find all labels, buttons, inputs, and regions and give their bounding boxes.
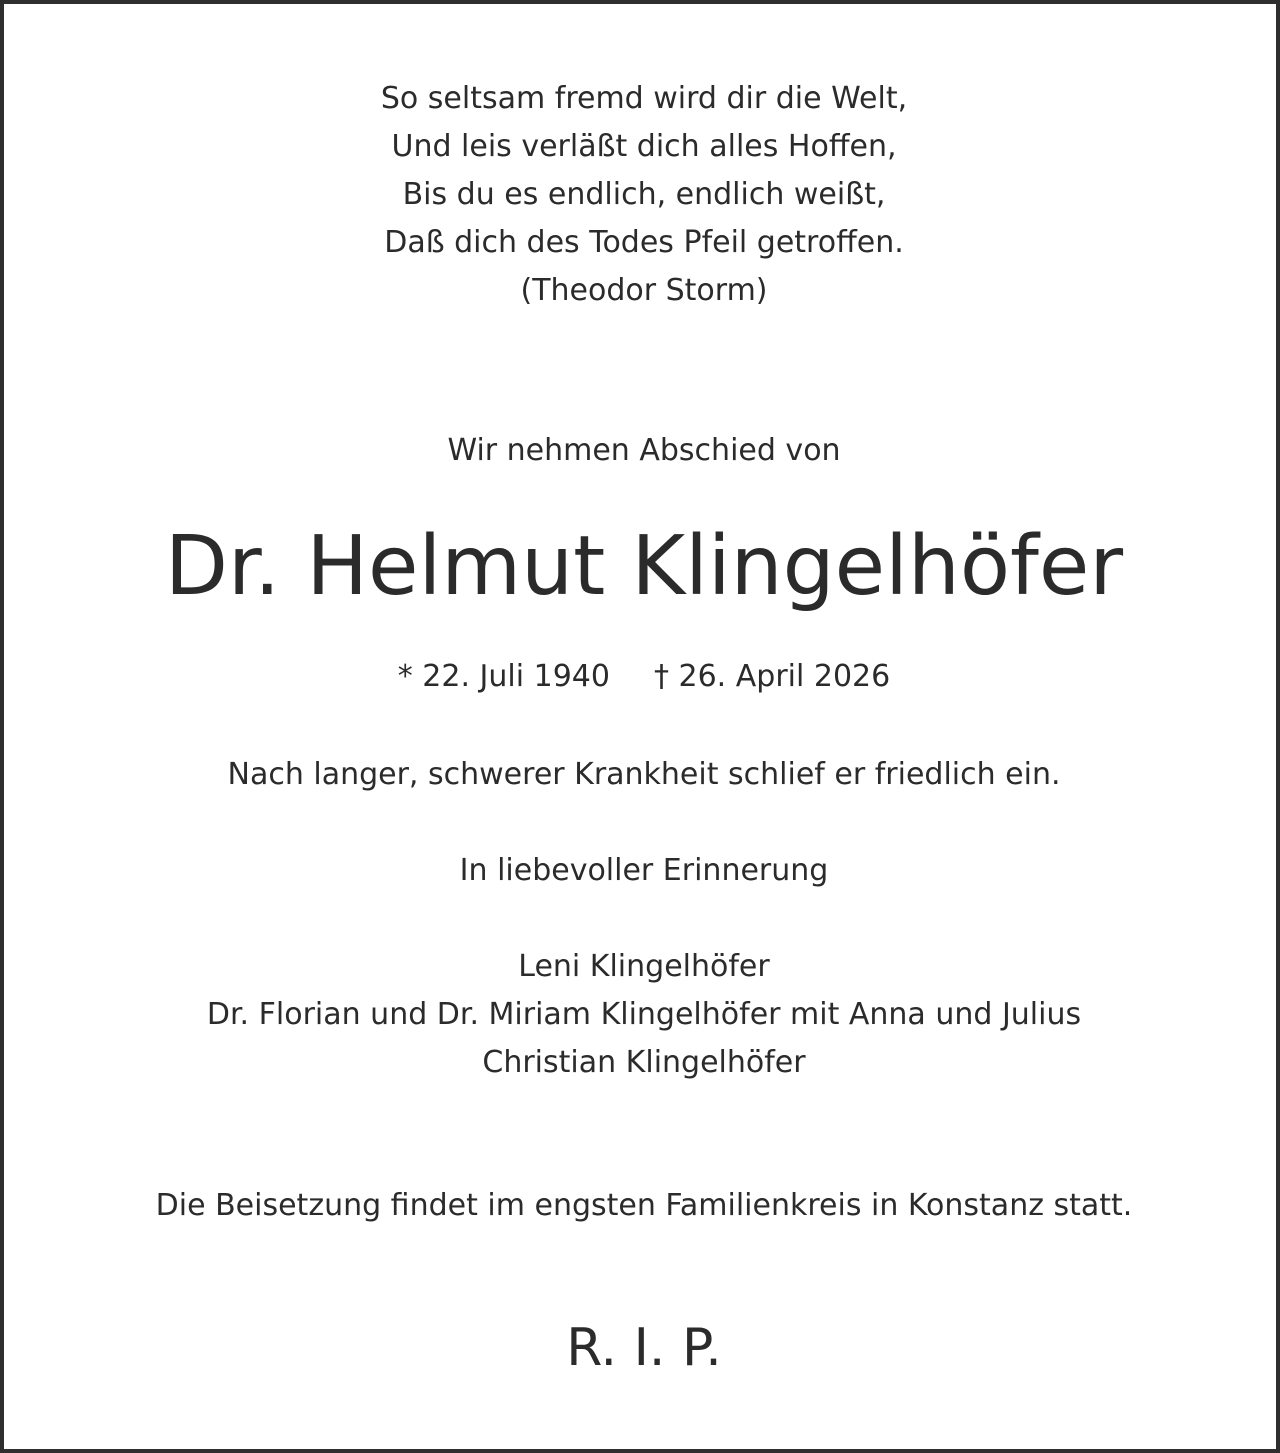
deceased-name: Dr. Helmut Klingelhöfer [164,519,1124,614]
remembrance-text: In liebevoller Erinnerung [459,853,829,888]
poem-line-1: So seltsam fremd wird dir die Welt, [380,81,908,116]
death-message: Nach langer, schwerer Krankheit schlief er friedlich ein. [227,757,1061,792]
life-dates [4,659,1280,694]
poem-author: (Theodor Storm) [520,273,768,308]
poem-line-3: Bis du es endlich, endlich weißt, [402,177,886,212]
mourner-1: Leni Klingelhöfer [518,949,770,984]
mourner-2: Dr. Florian und Dr. Miriam Klingelhöfer mit Anna und Julius [206,997,1082,1032]
intro-text: Wir nehmen Abschied von [447,433,841,468]
death-date: † 26. April 2026 [653,659,891,694]
mourner-3: Christian Klingelhöfer [482,1045,806,1080]
poem-line-4: Daß dich des Todes Pfeil getroffen. [384,225,904,260]
funeral-note: Die Beisetzung findet im engsten Familienkreis in Konstanz statt. [155,1188,1133,1223]
poem-line-2: Und leis verläßt dich alles Hoffen, [391,129,897,164]
birth-date: * 22. Juli 1940 [397,659,610,694]
closing-rip: R. I. P. [566,1318,722,1378]
